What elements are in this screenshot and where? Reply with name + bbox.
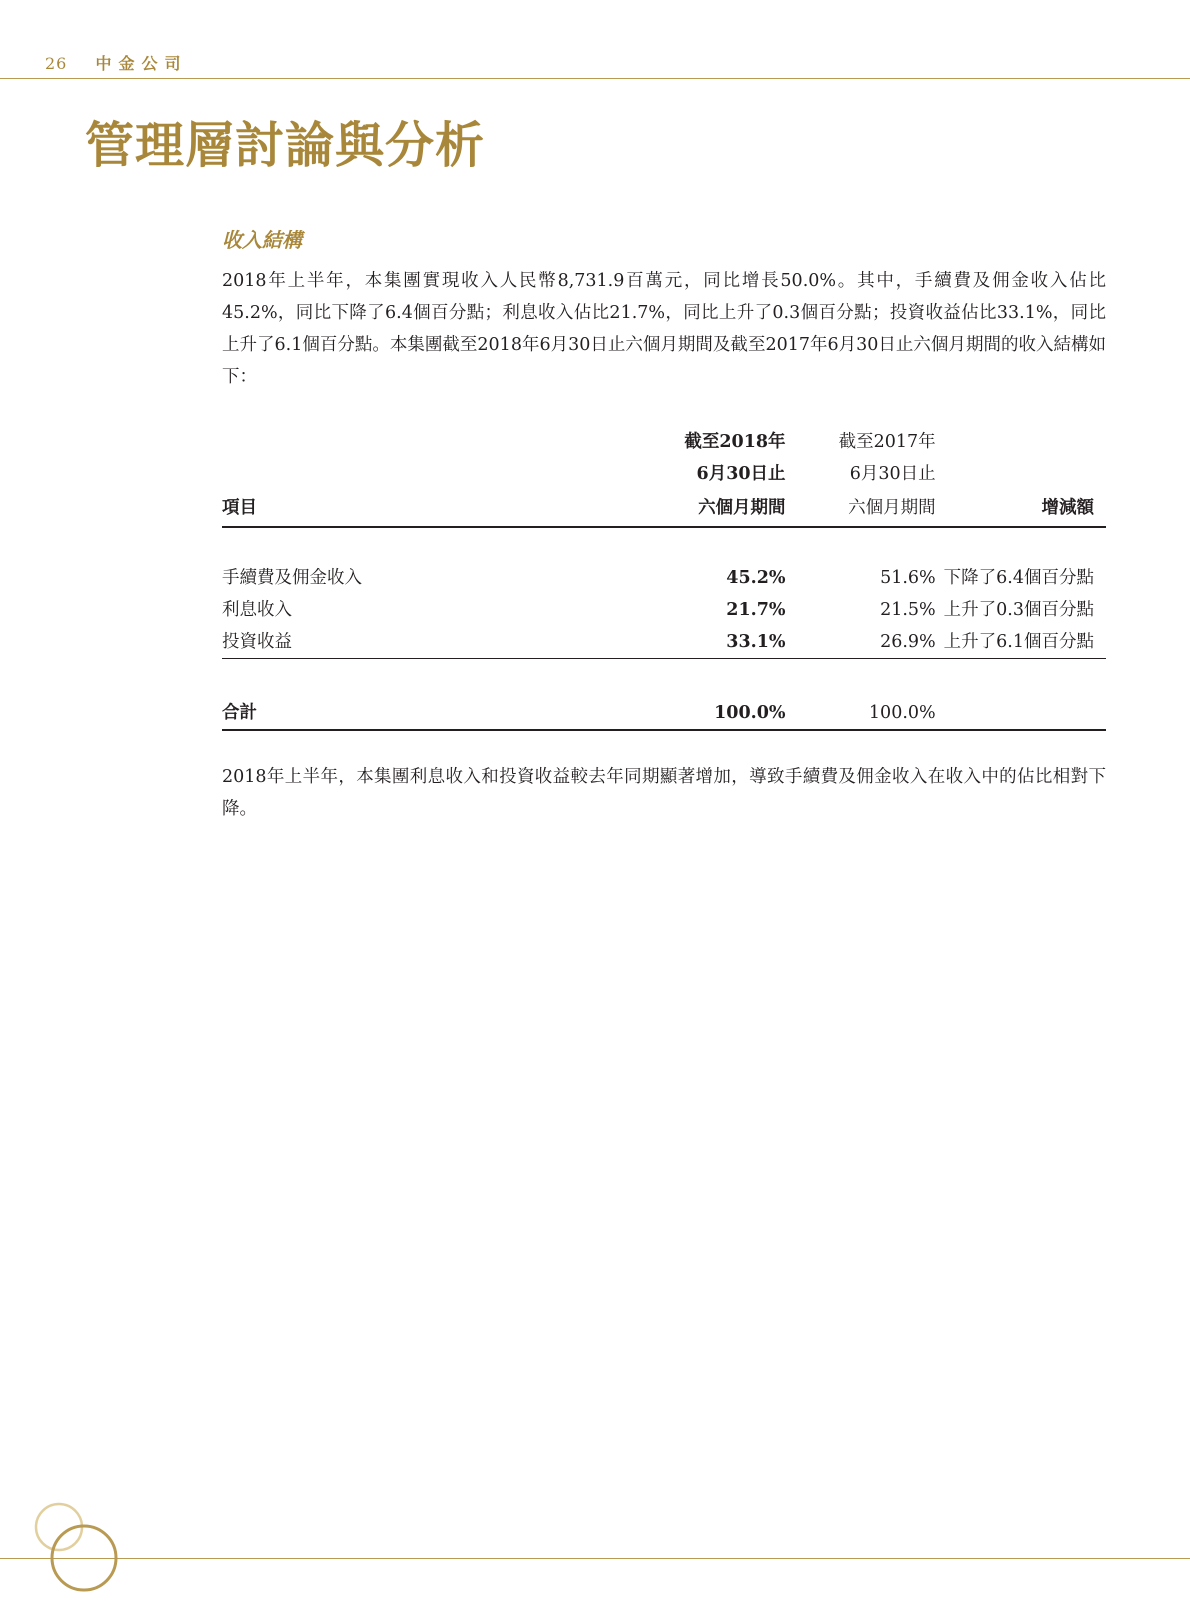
page-title: 管理層討論與分析	[85, 116, 486, 174]
table-row	[222, 626, 1106, 659]
footer-rule	[0, 1558, 1190, 1559]
row-current: 33.1%	[644, 626, 793, 659]
row-change: 上升了6.1個百分點	[944, 626, 1106, 659]
header-item: 項目	[222, 490, 644, 527]
row-item: 投資收益	[222, 626, 644, 659]
header-text	[45, 51, 187, 74]
header-prior-line2: 6月30日止	[849, 464, 936, 484]
page-header	[0, 0, 1190, 79]
total-row	[222, 697, 1106, 730]
page-number: 26	[45, 54, 68, 73]
company-name: 中金公司	[95, 54, 188, 73]
conclusion-paragraph: 2018年上半年，本集團利息收入和投資收益較去年同期顯著增加，導致手續費及佣金收入在收入中的佔比相對下降。	[222, 767, 1106, 819]
table-row	[222, 562, 1106, 594]
table-row	[222, 594, 1106, 626]
large-ring	[52, 1526, 116, 1590]
header-row-1	[222, 426, 1106, 458]
total-label: 合計	[222, 697, 644, 730]
row-prior: 26.9%	[794, 626, 944, 659]
row-current: 21.7%	[726, 600, 786, 620]
row-current: 45.2%	[726, 568, 786, 588]
header-row-3	[222, 490, 1106, 527]
total-current: 100.0%	[644, 697, 793, 730]
header-prior-line3: 六個月期間	[794, 490, 944, 527]
total-prior: 100.0%	[794, 697, 944, 730]
total-change	[944, 697, 1106, 730]
row-change: 下降了6.4個百分點	[943, 568, 1094, 588]
header-change: 增減額	[944, 490, 1106, 527]
row-item: 手續費及佣金收入	[222, 568, 362, 588]
header-row-2	[222, 458, 1106, 490]
header-current-line1: 截至2018年	[684, 432, 786, 452]
revenue-structure-table	[222, 426, 1106, 731]
section-title: 收入結構	[222, 228, 302, 252]
decorative-rings-icon	[0, 1500, 130, 1600]
header-current-line2: 6月30日止	[696, 464, 786, 484]
row-prior: 21.5%	[880, 600, 936, 620]
row-item: 利息收入	[222, 600, 292, 620]
intro-paragraph: 2018年上半年，本集團實現收入人民幣8,731.9百萬元，同比增長50.0%。其中，手續費及佣金收入佔比45.2%，同比下降了6.4個百分點；利息收入佔比21.7%，同比上升了0.3個百分點；投資收益佔比33.1%，同比上升了6.1個百分點。本集團截至2018年6月30日止六個月期間及截至2017年6月30日止六個月期間的收入結構如下：	[222, 271, 1106, 387]
row-change: 上升了0.3個百分點	[943, 600, 1094, 620]
header-current-line3: 六個月期間	[644, 490, 793, 527]
row-prior: 51.6%	[880, 568, 936, 588]
header-prior-line1: 截至2017年	[838, 432, 936, 452]
